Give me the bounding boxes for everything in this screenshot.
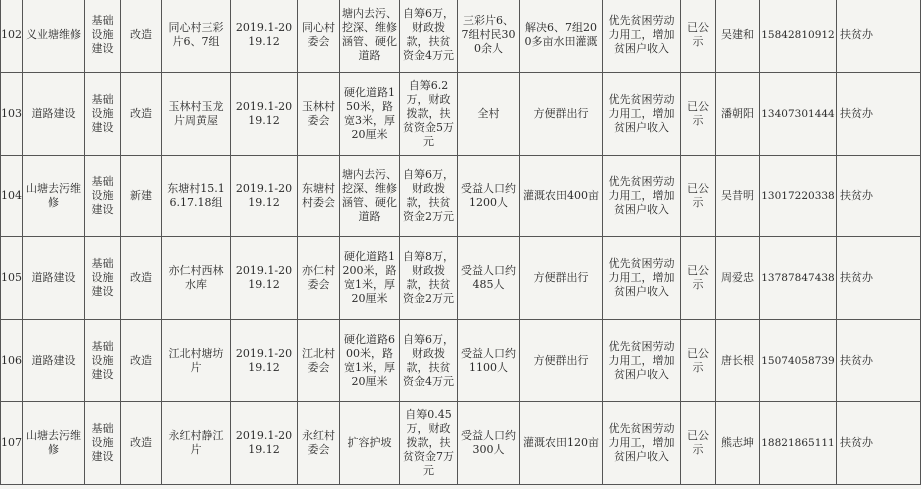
contact-person: 吴建和 [716,0,760,73]
contact-person: 吴昔明 [716,156,760,237]
funding-source: 自筹8万，财政拨款，扶贫资金2万元 [400,237,458,320]
contact-phone: 13017220338 [760,156,837,237]
funding-source: 自筹6.2万，财政拨款，扶贫资金5万元 [400,73,458,156]
publicity-status: 已公示 [681,320,716,402]
contact-phone: 15842810912 [760,0,837,73]
project-location: 永红村静江片 [162,402,231,485]
contact-phone: 13407301444 [760,73,837,156]
project-period: 2019.1-2019.12 [231,156,298,237]
project-name: 道路建设 [23,73,85,156]
project-category: 基础设施建设 [85,237,121,320]
publicity-status: 已公示 [681,402,716,485]
supervising-office: 扶贫办 [837,320,921,402]
construction-content: 硬化道路1200米，路宽1米，厚20厘米 [340,237,400,320]
publicity-status: 已公示 [681,73,716,156]
row-number: 105 [1,237,23,320]
publicity-status: 已公示 [681,156,716,237]
supervising-office: 扶贫办 [837,156,921,237]
publicity-status: 已公示 [681,237,716,320]
table-row [1,237,921,320]
project-period: 2019.1-2019.12 [231,402,298,485]
construction-content: 塘内去污、挖深、维修涵管、硬化道路 [340,0,400,73]
project-name: 道路建设 [23,320,85,402]
project-type: 新建 [121,156,162,237]
project-name: 山塘去污维修 [23,402,85,485]
implementing-unit: 东塘村村委会 [298,156,340,237]
supervising-office: 扶贫办 [837,73,921,156]
beneficiaries: 受益人口约1200人 [458,156,520,237]
expected-effect: 灌溉农田400亩 [520,156,603,237]
row-number: 102 [1,0,23,73]
construction-content: 塘内去污、挖深、维修涵管、硬化道路 [340,156,400,237]
project-period: 2019.1-2019.12 [231,73,298,156]
project-category: 基础设施建设 [85,320,121,402]
project-type: 改造 [121,320,162,402]
contact-person: 唐长根 [716,320,760,402]
table-row [1,156,921,237]
construction-content: 扩容护坡 [340,402,400,485]
project-name: 山塘去污维修 [23,156,85,237]
benefit-mechanism: 优先贫困劳动力用工，增加贫困户收入 [603,402,681,485]
project-category: 基础设施建设 [85,73,121,156]
project-location: 江北村塘坊片 [162,320,231,402]
publicity-status: 已公示 [681,0,716,73]
row-number: 107 [1,402,23,485]
beneficiaries: 受益人口约1100人 [458,320,520,402]
project-name: 道路建设 [23,237,85,320]
funding-source: 自筹6万，财政拨款，扶贫资金2万元 [400,156,458,237]
funding-source: 自筹6万，财政拨款，扶贫资金4万元 [400,320,458,402]
expected-effect: 解决6、7组200多亩水田灌溉 [520,0,603,73]
beneficiaries: 三彩片6、7组村民300余人 [458,0,520,73]
row-number: 103 [1,73,23,156]
expected-effect: 方便群出行 [520,320,603,402]
project-location: 东塘村15.16.17.18组 [162,156,231,237]
beneficiaries: 受益人口约300人 [458,402,520,485]
project-type: 改造 [121,237,162,320]
project-name: 义业塘维修 [23,0,85,73]
supervising-office: 扶贫办 [837,0,921,73]
construction-content: 硬化道路150米，路宽3米，厚20厘米 [340,73,400,156]
project-location: 亦仁村西林水库 [162,237,231,320]
supervising-office: 扶贫办 [837,237,921,320]
benefit-mechanism: 优先贫困劳动力用工，增加贫困户收入 [603,156,681,237]
project-type: 改造 [121,402,162,485]
contact-phone: 15074058739 [760,320,837,402]
project-period: 2019.1-2019.12 [231,320,298,402]
row-number: 104 [1,156,23,237]
implementing-unit: 永红村委会 [298,402,340,485]
table-row [1,73,921,156]
construction-content: 硬化道路600米，路宽1米，厚20厘米 [340,320,400,402]
expected-effect: 灌溉农田120亩 [520,402,603,485]
expected-effect: 方便群出行 [520,73,603,156]
contact-person: 周爱忠 [716,237,760,320]
contact-phone: 18821865111 [760,402,837,485]
implementing-unit: 玉林村委会 [298,73,340,156]
benefit-mechanism: 优先贫困劳动力用工，增加贫困户收入 [603,320,681,402]
project-period: 2019.1-2019.12 [231,0,298,73]
expected-effect: 方便群出行 [520,237,603,320]
project-period: 2019.1-2019.12 [231,237,298,320]
beneficiaries: 全村 [458,73,520,156]
benefit-mechanism: 优先贫困劳动力用工，增加贫困户收入 [603,237,681,320]
table-row [1,320,921,402]
contact-person: 潘朝阳 [716,73,760,156]
beneficiaries: 受益人口约485人 [458,237,520,320]
project-location: 玉林村玉龙片周黄屋 [162,73,231,156]
row-number: 106 [1,320,23,402]
project-type: 改造 [121,0,162,73]
supervising-office: 扶贫办 [837,402,921,485]
table-row [1,0,921,73]
funding-source: 自筹6万，财政拨款，扶贫资金4万元 [400,0,458,73]
implementing-unit: 亦仁村委会 [298,237,340,320]
project-category: 基础设施建设 [85,402,121,485]
project-location: 同心村三彩片6、7组 [162,0,231,73]
implementing-unit: 江北村委会 [298,320,340,402]
implementing-unit: 同心村委会 [298,0,340,73]
project-category: 基础设施建设 [85,0,121,73]
table-row [1,402,921,485]
benefit-mechanism: 优先贫困劳动力用工，增加贫困户收入 [603,73,681,156]
project-category: 基础设施建设 [85,156,121,237]
project-type: 改造 [121,73,162,156]
benefit-mechanism: 优先贫困劳动力用工，增加贫困户收入 [603,0,681,73]
funding-source: 自筹0.45万，财政拨款，扶贫资金7万元 [400,402,458,485]
contact-phone: 13787847438 [760,237,837,320]
contact-person: 熊志坤 [716,402,760,485]
